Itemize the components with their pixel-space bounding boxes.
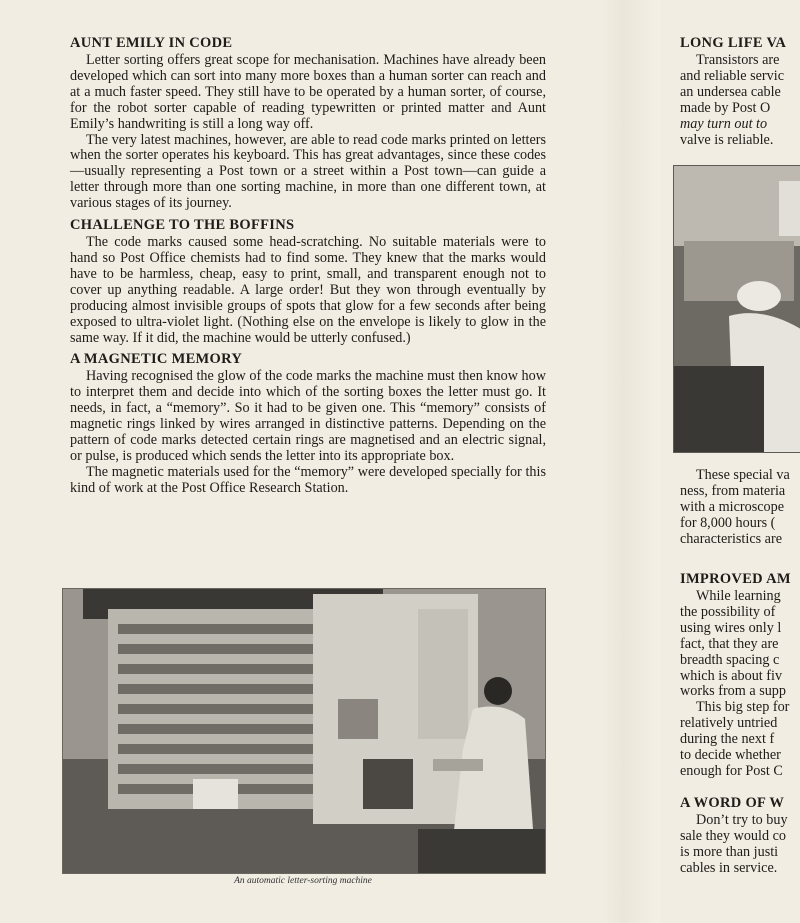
text-line: is more than justi xyxy=(680,843,779,860)
section-challenge xyxy=(70,216,546,346)
text-line: to decide whether xyxy=(680,747,781,764)
text-line: breadth spacing c xyxy=(680,651,780,668)
text-line: an undersea cable xyxy=(680,83,781,100)
text-line: with a microscope xyxy=(680,499,785,516)
photo-illustration xyxy=(63,589,545,873)
text-line: for 8,000 hours ( xyxy=(680,515,776,532)
paragraph: The very latest machines, however, are able to read code marks printed on letters when the sorter operates his keyboard. This has great advantages, since these codes—usually representing a Post town or a street within a Post town—can guide a letter through more than one sorting machine, in more than one different town, at various stages of its journey. xyxy=(70,131,546,212)
text-line: the possibility of xyxy=(680,603,776,620)
text-line: While learning xyxy=(696,587,781,604)
figure-caption: An automatic letter-sorting machine xyxy=(234,876,372,886)
right-column xyxy=(680,34,800,876)
section-heading: AUNT EMILY IN CODE xyxy=(70,35,233,51)
section-heading: A WORD OF W xyxy=(680,794,785,811)
text-line: Transistors are xyxy=(696,52,780,68)
text-line: Don’t try to buy xyxy=(696,811,788,828)
text-line: characteristics are xyxy=(680,531,783,548)
text-line: ness, from materia xyxy=(680,483,786,500)
paragraph: Having recognised the glow of the code marks the machine must then know how to interpret them and decide into which of the sorting boxes the letter must go. It needs, in fact, a “memory”. So it had to be given one. This “memory” consists of magnetic rings linked by wires arranged in distinctive patterns. Depending on the pattern of code marks detected certain rings are magnetised and an electric signal, or pulse, is produced which sends the letter into its appropriate box. xyxy=(70,368,546,464)
text-line: relatively untried xyxy=(680,715,778,732)
paragraph: The magnetic materials used for the “memory” were developed specially for this kind of work at the Post Office Research Station. xyxy=(70,463,546,496)
section-heading: A MAGNETIC MEMORY xyxy=(70,351,243,368)
text-line: enough for Post C xyxy=(680,762,783,779)
text-line: sale they would co xyxy=(680,827,786,844)
text-line: These special va xyxy=(696,467,790,484)
section-aunt-emily xyxy=(70,34,546,212)
page-fold xyxy=(600,0,660,923)
paragraph: The code marks caused some head-scratching. No suitable materials were to hand so Post Office chemists had to find some. They knew that the marks would have to be harmless, cheap, easy to print, small, and transparent enough not to cover up anything readable. A large order! But they won through eventually by producing almost invisible groups of spots that glow for a few seconds after being exposed to ultra-violet light. (Nothing else on the envelope is likely to glow in the same way. If it did, the machine would be utterly confused.) xyxy=(70,234,546,346)
text-line: works from a supp xyxy=(680,683,786,700)
left-column xyxy=(70,34,546,501)
text-line: during the next f xyxy=(680,731,775,748)
section-heading: LONG LIFE VA xyxy=(680,35,787,51)
text-line: This big step for xyxy=(696,699,790,716)
text-line: using wires only l xyxy=(680,619,782,636)
text-line: may turn out to xyxy=(680,115,768,132)
text-line: fact, that they are xyxy=(680,635,779,652)
laboratory-photo xyxy=(673,165,800,453)
section-heading: IMPROVED AM xyxy=(680,570,791,587)
sorting-machine-photo xyxy=(62,588,546,874)
section-magnetic-memory xyxy=(70,350,546,496)
photo-illustration xyxy=(674,166,800,452)
text-line: cables in service. xyxy=(680,859,778,876)
paragraph: Letter sorting offers great scope for mechanisation. Machines have already been developed which can sort into many more boxes than a human sorter can reach and at a much faster speed. They still have to be operated by a human sorter, of course, for the robot sorter capable of reading typewritten or printed matter and Aunt Emily’s handwriting is still a long way off. xyxy=(70,52,546,132)
text-line: which is about fiv xyxy=(680,667,783,684)
text-line: and reliable servic xyxy=(680,67,784,84)
section-heading: CHALLENGE TO THE BOFFINS xyxy=(70,217,295,234)
text-line: valve is reliable. xyxy=(680,131,774,148)
text-line: made by Post O xyxy=(680,99,771,116)
